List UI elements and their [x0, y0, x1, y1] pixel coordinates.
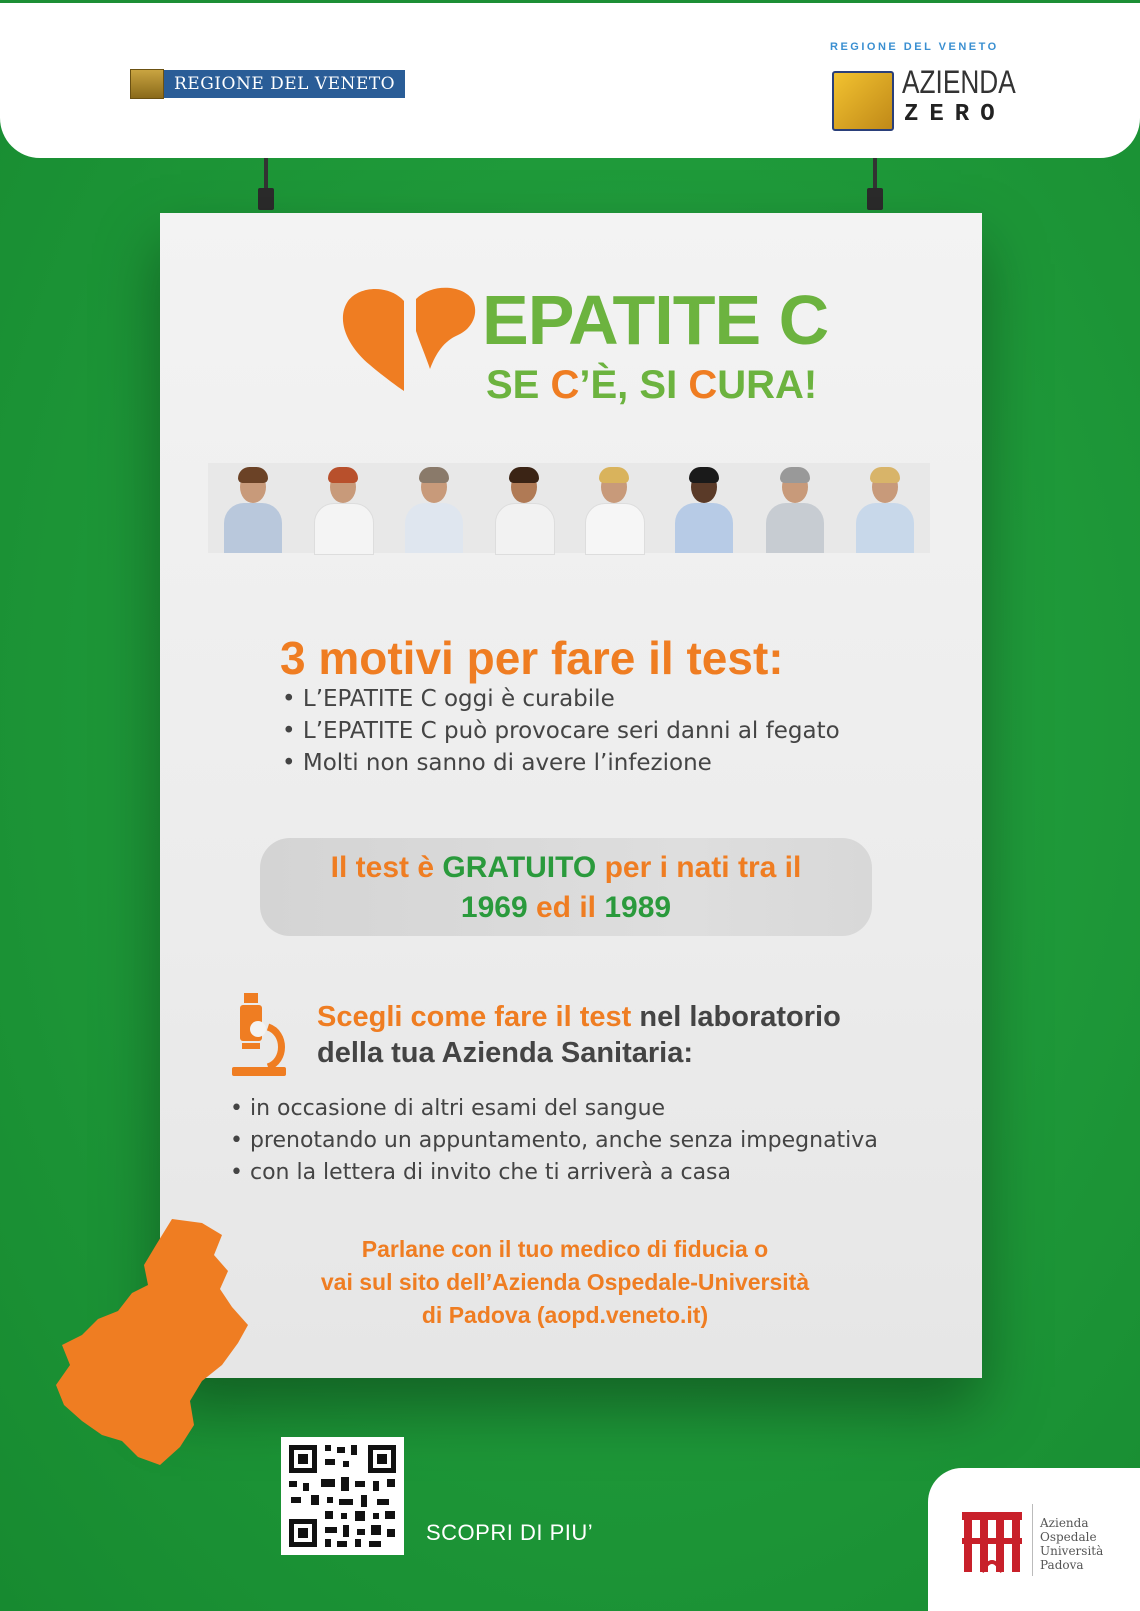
- parlane-line: vai sul sito dell’Azienda Ospedale-Università: [320, 1269, 810, 1295]
- subtitle-part: C: [550, 363, 580, 407]
- scopri-link[interactable]: SCOPRI DI PIU’: [426, 1520, 594, 1545]
- subtitle-part: URA!: [717, 363, 818, 407]
- poster-clip-left: [264, 158, 268, 198]
- subtitle-part: ’È, SI: [579, 363, 689, 407]
- regione-logo-text: REGIONE DEL VENETO: [164, 70, 405, 98]
- aopd-name: [1040, 1516, 1103, 1572]
- subtitle-part: SE: [486, 363, 551, 407]
- azienda-zero-emblem-icon: [832, 71, 894, 131]
- year-start: 1969: [460, 891, 528, 924]
- aopd-line: Azienda: [1040, 1516, 1089, 1530]
- person-photo: [218, 463, 288, 553]
- list-item: • in occasione di altri esami del sangue: [230, 1096, 666, 1121]
- liver-heart-icon: [340, 283, 480, 393]
- list-item: • con la lettera di invito che ti arriverà a casa: [230, 1160, 732, 1185]
- person-photo: [489, 463, 559, 553]
- azienda-zero-zero: ZERO: [904, 101, 1006, 128]
- person-photo: [399, 463, 469, 553]
- title-epatite-c: [482, 281, 829, 359]
- gratuito-text: Il test è: [330, 851, 443, 884]
- scegli-highlight: Scegli come fare il test: [317, 1001, 632, 1033]
- gratuito-text: per i nati tra il: [596, 851, 802, 884]
- list-item: • Molti non sanno di avere l’infezione: [282, 750, 712, 776]
- veneto-map-icon: [52, 1215, 252, 1475]
- parlane-line: di Padova (aopd.veneto.it): [421, 1302, 709, 1328]
- list-item: • prenotando un appuntamento, anche senza impegnativa: [230, 1128, 878, 1153]
- aopd-separator: [1032, 1504, 1033, 1576]
- regione-emblem-icon: [130, 69, 164, 99]
- person-photo: [579, 463, 649, 553]
- motivi-list: [282, 683, 840, 779]
- qr-code[interactable]: [281, 1437, 404, 1555]
- person-photo: [669, 463, 739, 553]
- people-photo-strip: [208, 463, 930, 553]
- aopd-logo: [928, 1468, 1140, 1611]
- azienda-zero-region-label: REGIONE DEL VENETO: [830, 41, 999, 53]
- motivi-heading: 3 motivi per fare il test:: [280, 632, 784, 684]
- aopd-line: Ospedale: [1040, 1530, 1097, 1544]
- subtitle-part: C: [688, 363, 718, 407]
- parlane-line: Parlane con il tuo medico di fiducia o: [361, 1236, 769, 1262]
- year-end: 1989: [604, 891, 672, 924]
- poster: [160, 213, 982, 1378]
- regione-veneto-logo: [130, 70, 405, 98]
- modalita-list: [230, 1093, 878, 1189]
- scegli-text: della tua Azienda Sanitaria:: [317, 1037, 694, 1069]
- aopd-line: Università: [1040, 1544, 1104, 1558]
- person-photo: [308, 463, 378, 553]
- list-item: • L’EPATITE C oggi è curabile: [282, 686, 615, 712]
- gratuito-text: ed il: [527, 891, 605, 924]
- list-item: • L’EPATITE C può provocare seri danni al fegato: [282, 718, 840, 744]
- title-text: EPATITE C: [482, 281, 829, 359]
- subtitle: [486, 363, 817, 407]
- gratuito-box: [260, 838, 872, 936]
- person-photo: [850, 463, 920, 553]
- header-bar: [0, 0, 1140, 158]
- gratuito-highlight: GRATUITO: [442, 851, 597, 884]
- aopd-building-icon: [960, 1508, 1024, 1576]
- aopd-line: Padova: [1040, 1558, 1084, 1572]
- microscope-icon: [228, 991, 290, 1079]
- poster-clip-right: [873, 158, 877, 198]
- person-photo: [760, 463, 830, 553]
- azienda-zero-name: AZIENDA: [902, 64, 1016, 100]
- scegli-heading: [317, 999, 841, 1071]
- scegli-text: nel laboratorio: [631, 1001, 841, 1033]
- parlane-text: [220, 1233, 910, 1332]
